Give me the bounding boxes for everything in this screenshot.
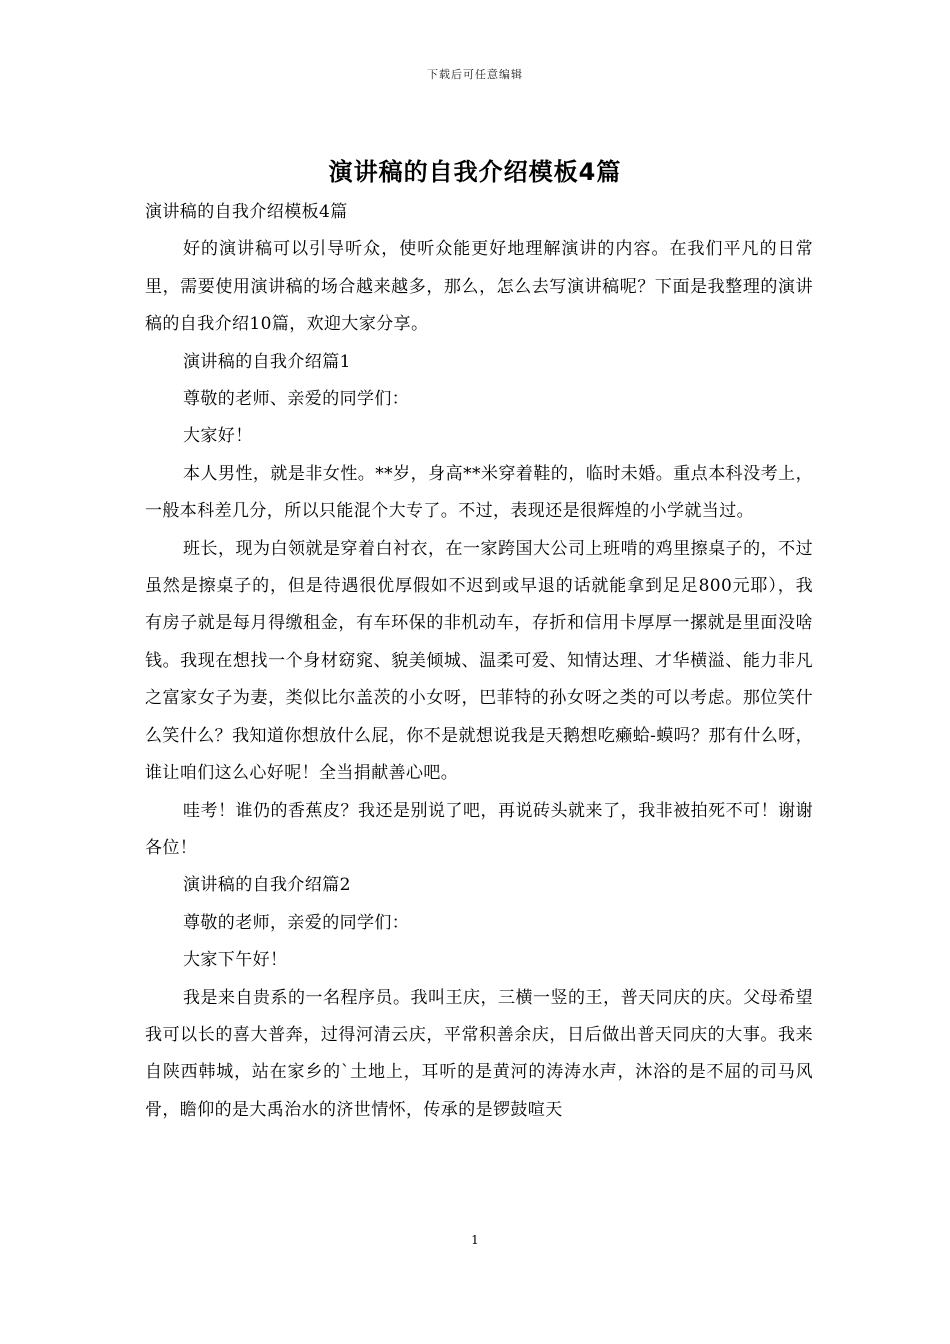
greeting-paragraph: 大家下午好！ — [183, 950, 288, 971]
body-paragraph: 本人男性，就是非女性。**岁，身高**米穿着鞋的，临时未婚。重点本科没考上，一般本科差几分，所以只能混个大专了。不过，表现还是很辉煌的小学就当过。 — [145, 463, 813, 522]
document-title: 演讲稿的自我介绍模板4篇 — [328, 158, 622, 186]
section-heading-1: 演讲稿的自我介绍篇1 — [183, 351, 351, 372]
body-paragraph: 我是来自贵系的一名程序员。我叫王庆，三横一竖的王，普天同庆的庆。父母希望我可以长的喜大普奔，过得河清云庆，平常积善余庆，日后做出普天同庆的大事。我来自陕西韩城，站在家乡的`土地上，耳听的是黄河的涛涛水声，沐浴的是不屈的司马风骨，瞻仰的是大禹治水的济世情怀，传承的是锣鼓喧天 — [145, 987, 813, 1120]
section-heading-2: 演讲稿的自我介绍篇2 — [183, 875, 351, 896]
subtitle-paragraph: 演讲稿的自我介绍模板4篇 — [145, 202, 348, 222]
salutation-paragraph: 尊敬的老师、亲爱的同学们： — [183, 389, 410, 410]
page-header-note: 下载后可任意编辑 — [427, 68, 523, 81]
body-paragraph: 班长，现为白领就是穿着白衬衣，在一家跨国大公司上班啃的鸡里擦桌子的，不过虽然是擦桌子的，但是待遇很优厚假如不迟到或早退的话就能拿到足足800元耶），我有房子就是每月得缴租金，有车环保的非机动车，存折和信用卡厚厚一摞就是里面没啥钱。我现在想找一个身材窈窕、貌美倾城、温柔可爱、知情达理、才华横溢、能力非凡之富家女子为妻，类似比尔盖茨的小女呀，巴菲特的孙女呀之类的可以考虑。那位笑什么笑什么？我知道你想放什么屁，你不是就想说我是天鹅想吃癞蛤-蟆吗？那有什么呀，谁让咱们这么心好呢！全当捐献善心吧。 — [145, 538, 813, 784]
body-paragraph: 哇考！谁仍的香蕉皮？我还是别说了吧，再说砖头就来了，我非被拍死不可！谢谢各位！ — [145, 800, 813, 858]
document-body — [145, 194, 813, 1129]
salutation-paragraph: 尊敬的老师，亲爱的同学们： — [183, 912, 410, 933]
intro-paragraph: 好的演讲稿可以引导听众，使听众能更好地理解演讲的内容。在我们平凡的日常里，需要使用演讲稿的场合越来越多，那么，怎么去写演讲稿呢？下面是我整理的演讲稿的自我介绍10篇，欢迎大家分享。 — [145, 239, 813, 335]
greeting-paragraph: 大家好！ — [183, 426, 253, 447]
page-number: 1 — [471, 1233, 479, 1247]
